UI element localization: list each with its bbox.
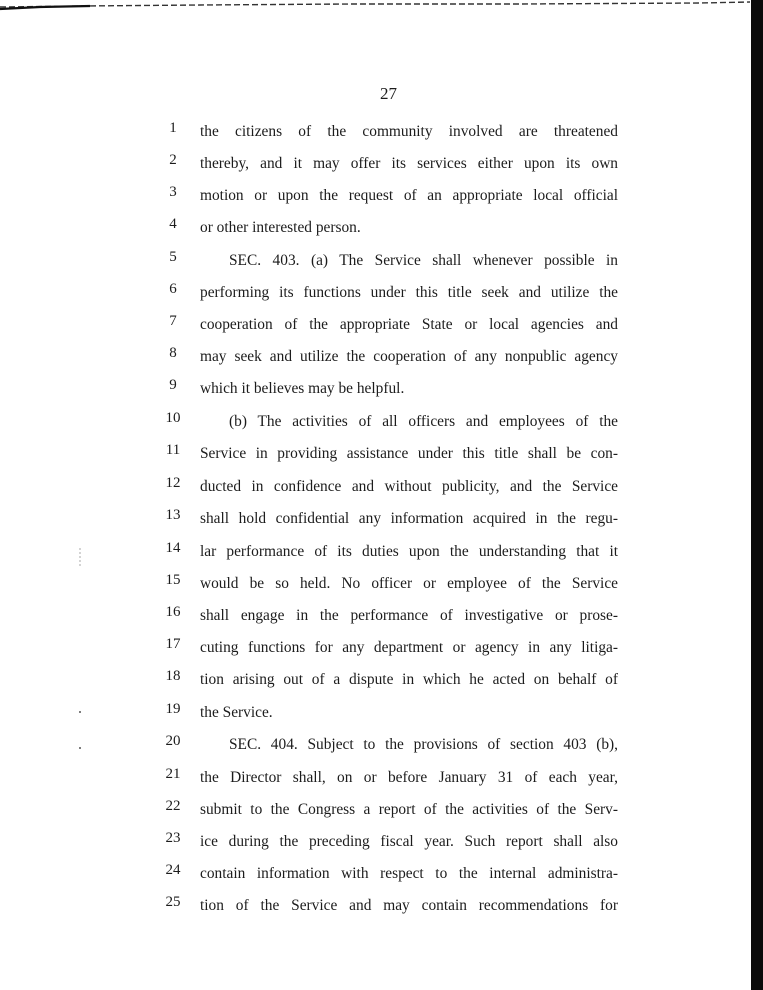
line-number: 20 [165,733,181,749]
line-number: 22 [165,798,181,814]
text-line [0,540,763,568]
text-line [0,862,763,890]
line-number: 1 [169,120,177,136]
line-text: shall engage in the performance of investigative or prose- [200,607,618,624]
text-line [0,701,763,729]
line-text: (b) The activities of all officers and employees of the [229,413,618,430]
line-text: SEC. 403. (a) The Service shall whenever possible in [229,252,618,269]
line-text: lar performance of its duties upon the understanding that it [200,543,618,560]
text-line [0,216,763,244]
line-number: 24 [165,862,181,878]
text-line [0,507,763,535]
line-text: ducted in confidence and without publicity, and the Service [200,478,618,495]
line-text: cuting functions for any department or agency in any litiga- [200,639,618,656]
text-line [0,798,763,826]
line-text: the citizens of the community involved are threatened [200,123,618,140]
text-line [0,830,763,858]
line-number: 19 [165,701,181,717]
line-number: 9 [169,377,177,393]
line-text: performing its functions under this title seek and utilize the [200,284,618,301]
line-number: 12 [165,475,181,491]
text-line [0,668,763,696]
text-line [0,442,763,470]
line-text: may seek and utilize the cooperation of any nonpublic agency [200,348,618,365]
line-number: 7 [169,313,177,329]
line-text: tion of the Service and may contain recommendations for [200,897,618,914]
line-number: 10 [165,410,181,426]
line-text: shall hold confidential any information acquired in the regu- [200,510,618,527]
line-text: ice during the preceding fiscal year. Such report shall also [200,833,618,850]
text-line [0,152,763,180]
line-number: 8 [169,345,177,361]
text-line [0,766,763,794]
line-number: 18 [165,668,181,684]
line-text: the Director shall, on or before January 31 of each year, [200,769,618,786]
text-line [0,184,763,212]
line-text: would be so held. No officer or employee of the Service [200,575,618,592]
line-text: motion or upon the request of an appropriate local official [200,187,618,204]
text-line [0,894,763,922]
text-line [0,636,763,664]
line-text: tion arising out of a dispute in which he acted on behalf of [200,671,618,688]
line-number: 6 [169,281,177,297]
line-number: 17 [165,636,181,652]
line-number: 11 [165,442,181,458]
line-number: 2 [169,152,177,168]
text-line [0,377,763,405]
line-text: thereby, and it may offer its services either upon its own [200,155,618,172]
text-line [0,249,763,277]
page-number: 27 [380,84,397,103]
line-text: the Service. [200,704,273,721]
line-text: Service in providing assistance under this title shall be con- [200,445,618,462]
line-number: 16 [165,604,181,620]
line-text: contain information with respect to the internal administra- [200,865,618,882]
line-text: SEC. 404. Subject to the provisions of section 403 (b), [229,736,618,753]
text-line [0,120,763,148]
line-number: 4 [169,216,177,232]
text-line [0,345,763,373]
text-line [0,281,763,309]
line-number: 5 [169,249,177,265]
line-text: submit to the Congress a report of the activities of the Serv- [200,801,618,818]
line-number: 13 [165,507,181,523]
text-line [0,733,763,761]
line-number: 15 [165,572,181,588]
line-text: cooperation of the appropriate State or local agencies and [200,316,618,333]
text-line [0,313,763,341]
line-number: 14 [165,540,181,556]
line-number: 23 [165,830,181,846]
line-number: 21 [165,766,181,782]
text-line [0,572,763,600]
line-number: 25 [165,894,181,910]
text-line [0,604,763,632]
line-text: or other interested person. [200,219,361,236]
line-number: 3 [169,184,177,200]
text-line [0,410,763,438]
text-line [0,475,763,503]
line-text: which it believes may be helpful. [200,380,405,397]
